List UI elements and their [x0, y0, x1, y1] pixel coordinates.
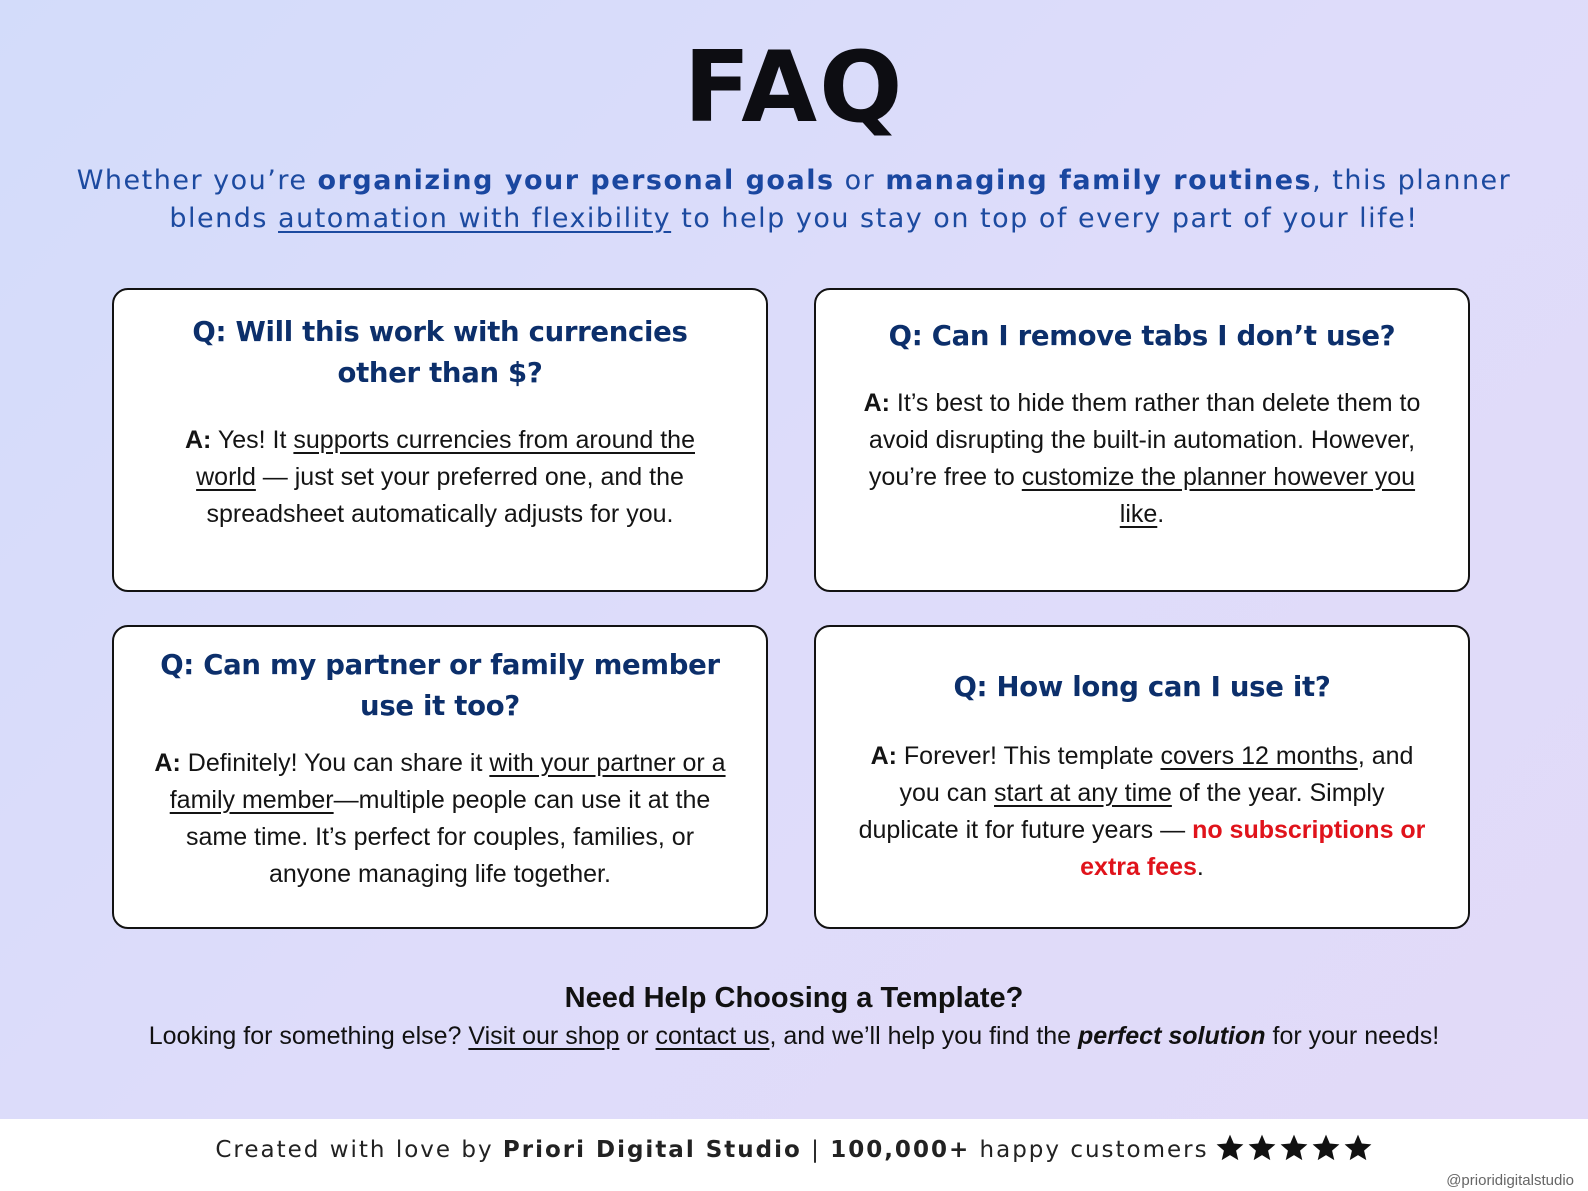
faq-answer [164, 422, 716, 533]
faq-card-sharing [112, 625, 768, 929]
answer-part: It’s best to hide them rather than delete them to avoid disrupting the built-in automation. However, you’re free to [868, 389, 1421, 491]
help-title: Need Help Choosing a Template? [564, 982, 1024, 1014]
intro-part: or [834, 165, 886, 196]
help-emphasis: perfect solution [1078, 1022, 1266, 1050]
intro-text [60, 162, 1528, 238]
visit-shop-link[interactable]: Visit our shop [468, 1022, 620, 1050]
answer-part: . [1157, 500, 1165, 528]
answer-underline: customize the planner however you like [1021, 463, 1416, 528]
intro-highlight-family: managing family routines [885, 165, 1313, 196]
answer-part: —multiple people can use it at the same time. It’s perfect for couples, families, or anyone managing life together. [185, 786, 711, 888]
answer-underline: covers 12 months [1160, 742, 1358, 770]
brand-name: Priori Digital Studio [502, 1137, 802, 1163]
social-handle: @prioridigitalstudio [1446, 1172, 1574, 1189]
star-icon [1247, 1134, 1277, 1162]
intro-highlight-goals: organizing your personal goals [317, 165, 835, 196]
footer-separator: | [801, 1137, 831, 1163]
footer-part: happy customers [970, 1137, 1209, 1163]
footer-credit [0, 1133, 1588, 1172]
star-icon [1311, 1134, 1341, 1162]
intro-underline-automation: automation with flexibility [278, 203, 672, 234]
answer-underline: with your partner or a family member [169, 749, 726, 814]
faq-answer [856, 738, 1428, 886]
star-icon [1215, 1134, 1245, 1162]
help-part: , and we’ll help you find the [769, 1022, 1079, 1050]
page-title: FAQ [683, 31, 905, 145]
intro-part: to help you stay on top of every part of your life! [671, 203, 1419, 234]
answer-part: Definitely! You can share it [180, 749, 490, 777]
answer-underline: start at any time [994, 779, 1172, 807]
faq-question: Q: How long can I use it? [953, 671, 1331, 703]
faq-question: Q: Can I remove tabs I don’t use? [888, 320, 1396, 352]
contact-us-link[interactable]: contact us [655, 1022, 770, 1050]
faq-answer [144, 745, 736, 893]
faq-answer [856, 385, 1428, 533]
faq-question: Q: Will this work with currencies other than $? [192, 316, 688, 389]
answer-part: — just set your preferred one, and the spreadsheet automatically adjusts for you. [206, 463, 684, 528]
footer-part: Created with love by [215, 1137, 503, 1163]
intro-part: , this planner blends [169, 165, 1512, 234]
help-part: for your needs! [1265, 1022, 1440, 1050]
help-section [0, 980, 1588, 1056]
faq-card-duration [814, 625, 1470, 929]
answer-label: A: [154, 749, 181, 777]
answer-part: Yes! It [211, 426, 294, 454]
footer-bar [0, 1119, 1588, 1191]
answer-part: , and you can [899, 742, 1414, 807]
answer-label: A: [185, 426, 212, 454]
answer-label: A: [863, 389, 890, 417]
rating-stars [1213, 1134, 1373, 1172]
answer-part: Forever! This template [896, 742, 1161, 770]
star-icon [1343, 1134, 1373, 1162]
answer-underline: supports currencies from around the world [196, 426, 695, 491]
help-part: Looking for something else? [148, 1022, 469, 1050]
intro-part: Whether you’re [76, 165, 318, 196]
answer-part: of the year. Simply duplicate it for future years — [858, 779, 1385, 844]
faq-question: Q: Can my partner or family member use it too? [160, 649, 720, 722]
answer-part: . [1196, 853, 1204, 881]
faq-card-remove-tabs [814, 288, 1470, 592]
faq-card-currencies [112, 288, 768, 592]
customer-count: 100,000+ [830, 1137, 971, 1163]
help-text [0, 1016, 1588, 1056]
answer-red-highlight: no subscriptions or extra fees [1080, 816, 1426, 881]
answer-label: A: [870, 742, 897, 770]
star-icon [1279, 1134, 1309, 1162]
help-part: or [619, 1022, 656, 1050]
